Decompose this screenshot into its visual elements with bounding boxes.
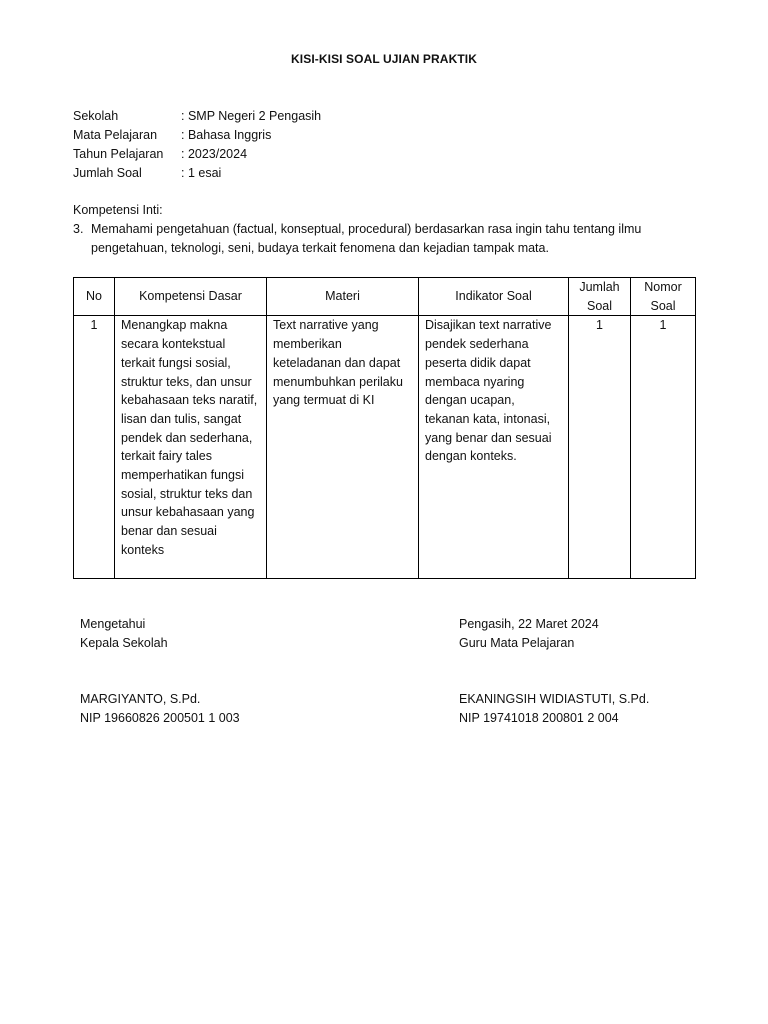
table-row: [74, 316, 696, 579]
info-row-sekolah: [73, 107, 321, 126]
info-value: : SMP Negeri 2 Pengasih: [181, 109, 322, 123]
ki-item: [73, 220, 703, 258]
cell-nomor-soal: 1: [631, 316, 696, 579]
sig-left-line1: Mengetahui: [80, 617, 146, 631]
ki-number: 3.: [73, 222, 84, 236]
sig-right-line2: Guru Mata Pelajaran: [459, 636, 575, 650]
cell-materi: Text narrative yang memberikan keteladanan dan dapat menumbuhkan perilaku yang termuat di KI: [267, 316, 419, 579]
sig-left-line2: Kepala Sekolah: [80, 636, 168, 650]
ki-text: Memahami pengetahuan (factual, konseptual, procedural) berdasarkan rasa ingin tahu tentang ilmu pengetahuan, teknologi, seni, budaya terkait fenomena dan kejadian tampak mata.: [91, 222, 642, 255]
info-row-jumlah-soal: [73, 164, 321, 183]
kisi-kisi-table: [73, 277, 696, 579]
info-row-mata-pelajaran: [73, 126, 321, 145]
cell-indikator-soal: Disajikan text narrative pendek sederhana peserta didik dapat membaca nyaring dengan ucapan, tekanan kata, intonasi, yang benar dan sesuai dengan konteks.: [419, 316, 569, 579]
header-no: No: [74, 278, 115, 316]
info-label: Tahun Pelajaran: [73, 147, 164, 161]
header-jumlah-soal: Jumlah Soal: [569, 278, 631, 316]
cell-kompetensi-dasar: Menangkap makna secara kontekstual terkait fungsi sosial, struktur teks, dan unsur kebahasaan teks naratif, lisan dan tulis, sangat pendek dan sederhana, terkait fairy tales memperhatikan fungsi sosial, struktur teks dan unsur kebahasaan yang benar dan sesuai konteks: [115, 316, 267, 579]
signature-right: [459, 615, 649, 728]
info-block: [73, 107, 321, 183]
sig-right-line1: Pengasih, 22 Maret 2024: [459, 617, 599, 631]
header-kompetensi-dasar: Kompetensi Dasar: [115, 278, 267, 316]
header-materi: Materi: [267, 278, 419, 316]
document-title: KISI-KISI SOAL UJIAN PRAKTIK: [291, 52, 477, 66]
info-label: Sekolah: [73, 109, 119, 123]
sig-left-name: MARGIYANTO, S.Pd.: [80, 692, 201, 706]
sig-left-nip: NIP 19660826 200501 1 003: [80, 711, 240, 725]
info-value: : Bahasa Inggris: [181, 128, 272, 142]
ki-heading: Kompetensi Inti:: [73, 203, 163, 217]
cell-no: 1: [74, 316, 115, 579]
sig-right-nip: NIP 19741018 200801 2 004: [459, 711, 619, 725]
kompetensi-inti-section: [73, 201, 703, 258]
info-value: : 2023/2024: [181, 147, 248, 161]
info-label: Mata Pelajaran: [73, 128, 158, 142]
cell-jumlah-soal: 1: [569, 316, 631, 579]
header-nomor-soal: Nomor Soal: [631, 278, 696, 316]
sig-right-name: EKANINGSIH WIDIASTUTI, S.Pd.: [459, 692, 650, 706]
table-header-row: [74, 278, 696, 316]
info-row-tahun-pelajaran: [73, 145, 321, 164]
signature-left: [80, 615, 240, 728]
header-indikator-soal: Indikator Soal: [419, 278, 569, 316]
info-value: : 1 esai: [181, 166, 222, 180]
info-label: Jumlah Soal: [73, 166, 142, 180]
